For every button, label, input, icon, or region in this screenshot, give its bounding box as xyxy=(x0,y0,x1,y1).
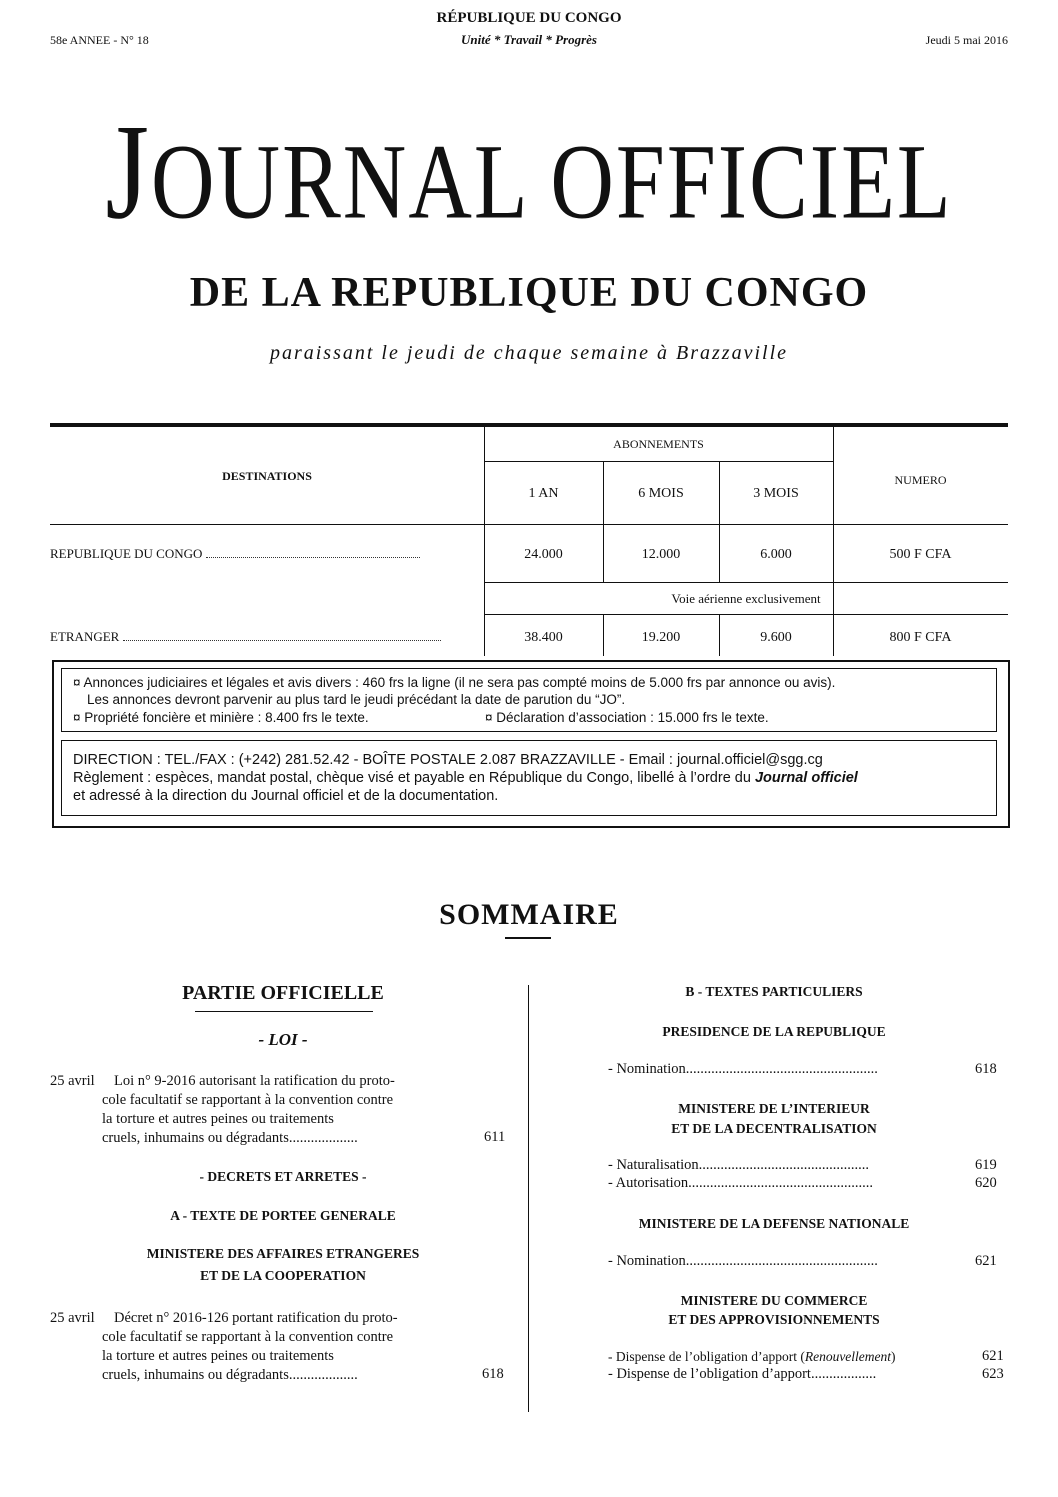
sommaire-rule xyxy=(505,937,551,939)
decret-entry xyxy=(50,1309,520,1389)
col-destinations: DESTINATIONS xyxy=(222,469,312,483)
commerce-heading-2: ET DES APPROVISIONNEMENTS xyxy=(668,1312,880,1327)
toc-item-dispense: - Dispense de l’obligation d’apport.................. xyxy=(608,1366,877,1382)
ministere-ae-heading-2: ET DE LA COOPERATION xyxy=(200,1268,366,1283)
entry-date: 25 avril xyxy=(50,1073,95,1089)
sommaire-title: SOMMAIRE xyxy=(439,898,619,931)
loi-page: 611 xyxy=(484,1129,506,1145)
entry-text: Loi n° 9-2016 autorisant la ratification du proto- cole facultatif se rapportant à la convention contre la torture et autres peines ou traitements cruels, inhumains ou dégradants................... xyxy=(102,1073,395,1146)
toc-page: 621 xyxy=(975,1253,997,1269)
table-header-rule xyxy=(50,524,1008,525)
entry-date: 25 avril xyxy=(50,1310,95,1326)
column-divider xyxy=(528,985,529,1412)
textes-particuliers-heading: B - TEXTES PARTICULIERS xyxy=(685,984,863,999)
period-6mois: 6 MOIS xyxy=(638,486,684,501)
table-row-rule xyxy=(484,582,1008,583)
direction-line-1: DIRECTION : TEL./FAX : (+242) 281.52.42 - BOÎTE POSTALE 2.087 BRAZZAVILLE - Email : journal.officiel@sgg.cg xyxy=(73,752,823,768)
texte-generale-heading: A - TEXTE DE PORTEE GENERALE xyxy=(170,1208,396,1223)
interieur-heading: MINISTERE DE L’INTERIEUR xyxy=(678,1101,870,1116)
notices-box xyxy=(61,668,997,732)
notice-line-3b: ¤ Déclaration d’association : 15.000 frs le texte. xyxy=(485,710,769,725)
period-1an: 1 AN xyxy=(528,486,559,501)
dest-etranger: ETRANGER xyxy=(50,629,441,645)
toc-page: 618 xyxy=(975,1061,997,1077)
decrets-heading: - DECRETS ET ARRETES - xyxy=(199,1169,367,1184)
tagline: paraissant le jeudi de chaque semaine à Brazzaville xyxy=(269,342,789,364)
toc-item-naturalisation: - Naturalisation............................................... xyxy=(608,1157,869,1173)
table-vline xyxy=(484,461,833,462)
toc-item-dispense-renouvellement: - Dispense de l’obligation d’apport (Renouvellement) xyxy=(608,1349,896,1364)
toc-item-nomination: - Nomination..................................................... xyxy=(608,1061,878,1077)
table-vline xyxy=(833,423,834,656)
direction-box xyxy=(61,740,997,816)
toc-item-autorisation: - Autorisation................................................... xyxy=(608,1175,874,1191)
table-top-rule xyxy=(50,423,1008,427)
masthead xyxy=(0,96,1058,248)
ministere-ae-heading: MINISTERE DES AFFAIRES ETRANGERES xyxy=(146,1246,420,1261)
col-numero: NUMERO xyxy=(894,473,947,487)
toc-page: 620 xyxy=(975,1175,997,1191)
col-abonnements: ABONNEMENTS xyxy=(613,437,704,451)
toc-page: 619 xyxy=(975,1157,997,1173)
issue-number: 58e ANNEE - N° 18 xyxy=(50,33,149,47)
dest-congo: REPUBLIQUE DU CONGO xyxy=(50,546,420,562)
entry-text: Décret n° 2016-126 portant ratification du proto- cole facultatif se rapportant à la convention contre la torture et autres peines ou traitements cruels, inhumains ou dégradants................... xyxy=(102,1310,398,1383)
loi-heading: - LOI - xyxy=(258,1030,308,1049)
commerce-heading: MINISTERE DU COMMERCE xyxy=(680,1293,868,1308)
toc-item-nomination-defense: - Nomination..................................................... xyxy=(608,1253,878,1269)
masthead-initial: J xyxy=(105,96,151,248)
direction-line-3: et adressé à la direction du Journal officiel et de la documentation. xyxy=(73,788,499,804)
notice-line-3a: ¤ Propriété foncière et minière : 8.400 frs le texte. xyxy=(73,710,369,725)
etranger-numero: 800 F CFA xyxy=(889,630,952,645)
journal-name: Journal officiel xyxy=(754,770,858,786)
notice-line-2: Les annonces devront parvenir au plus tard le jeudi précédant la date de parution du “JO”. xyxy=(87,692,626,707)
presidence-heading: PRESIDENCE DE LA REPUBLIQUE xyxy=(662,1024,886,1039)
decret-page: 618 xyxy=(482,1366,504,1382)
subscription-table xyxy=(50,423,1008,656)
air-note: Voie aérienne exclusivement xyxy=(671,591,821,606)
congo-3mois: 6.000 xyxy=(760,547,792,562)
masthead-rest: OURNAL OFFICIEL xyxy=(150,123,953,242)
congo-numero: 500 F CFA xyxy=(889,547,952,562)
congo-1an: 24.000 xyxy=(524,547,563,562)
period-3mois: 3 MOIS xyxy=(753,486,799,501)
toc-page: 621 xyxy=(982,1348,1004,1364)
defense-heading: MINISTERE DE LA DEFENSE NATIONALE xyxy=(638,1216,910,1231)
republic-heading: RÉPUBLIQUE DU CONGO xyxy=(436,10,622,26)
notice-line-1: ¤ Annonces judiciaires et légales et avis divers : 460 frs la ligne (il ne sera pas compté moins de 5.000 frs par annonce ou avis). xyxy=(73,675,836,690)
motto: Unité * Travail * Progrès xyxy=(460,32,597,47)
loi-entry xyxy=(50,1072,520,1152)
partie-officielle: PARTIE OFFICIELLE xyxy=(182,982,384,1004)
etranger-1an: 38.400 xyxy=(524,630,563,645)
interieur-heading-2: ET DE LA DECENTRALISATION xyxy=(671,1121,877,1136)
toc-page: 623 xyxy=(982,1366,1004,1382)
table-vline xyxy=(484,423,485,656)
masthead-subtitle: DE LA REPUBLIQUE DU CONGO xyxy=(189,270,869,316)
partie-rule xyxy=(195,1011,373,1012)
table-row-rule xyxy=(484,614,1008,615)
congo-6mois: 12.000 xyxy=(641,547,681,562)
issue-date: Jeudi 5 mai 2016 xyxy=(925,33,1008,47)
direction-line-2: Règlement : espèces, mandat postal, chèque visé et payable en République du Congo, libellé à l’ordre du Journal officiel xyxy=(73,770,858,786)
etranger-6mois: 19.200 xyxy=(641,630,681,645)
etranger-3mois: 9.600 xyxy=(760,630,792,645)
